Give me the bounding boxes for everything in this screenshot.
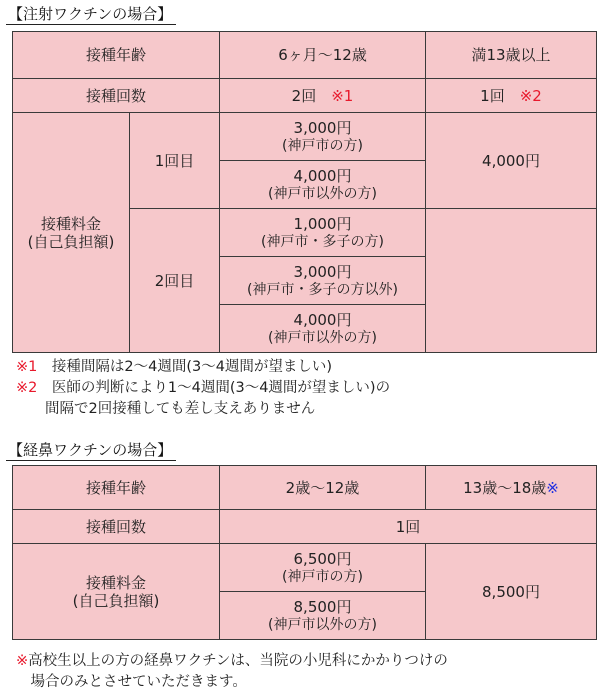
table-row [13,510,597,544]
note-mark: ※ [546,478,559,497]
count-label: 接種回数 [13,79,220,113]
first-dose-label: 1回目 [130,113,220,209]
injection-note-1: ※1 接種間隔は2〜4週間(3〜4週間が望ましい) [16,359,333,375]
count-child: 2回 ※1 [220,79,426,113]
price-cell: 4,000円 (神戸市以外の方) [220,305,426,353]
nasal-count-label: 接種回数 [13,510,220,544]
injection-note-2: ※2 医師の判断により1〜4週間(3〜4週間が望ましい)の [16,380,391,396]
injection-note-3: 間隔で2回接種しても差し支えありません [16,401,316,417]
count-adult: 1回 ※2 [426,79,597,113]
note-mark-2: ※2 [519,86,542,105]
table-row [13,466,597,510]
nasal-table [12,465,597,640]
price-cell: 3,000円 (神戸市の方) [220,113,426,161]
price-cell: 6,500円 (神戸市の方) [220,544,426,592]
table-row [13,113,597,161]
nasal-fee-label: 接種料金 (自己負担額) [13,544,220,640]
price-cell: 3,000円 (神戸市・多子の方以外) [220,257,426,305]
nasal-note-1: ※高校生以上の方の経鼻ワクチンは、当院の小児科にかかりつけの [16,653,448,669]
table-row [13,79,597,113]
empty-cell [426,209,597,353]
nasal-heading: 【経鼻ワクチンの場合】 [6,440,176,461]
injection-heading: 【注射ワクチンの場合】 [6,4,176,25]
table-row [13,544,597,592]
table-row [13,32,597,79]
price-cell: 1,000円 (神戸市・多子の方) [220,209,426,257]
injection-table [12,31,597,353]
price-cell: 4,000円 (神戸市以外の方) [220,161,426,209]
nasal-age-child: 2歳〜12歳 [220,466,426,510]
nasal-count-value: 1回 [220,510,597,544]
nasal-note-2: 場合のみとさせていただきます。 [16,674,247,690]
age-label: 接種年齢 [13,32,220,79]
nasal-older-price: 8,500円 [426,544,597,640]
second-dose-label: 2回目 [130,209,220,353]
nasal-age-older: 13歳〜18歳※ [426,466,597,510]
note-mark-1: ※1 [331,86,354,105]
adult-price: 4,000円 [426,113,597,209]
nasal-age-label: 接種年齢 [13,466,220,510]
age-adult: 満13歳以上 [426,32,597,79]
price-cell: 8,500円 (神戸市以外の方) [220,592,426,640]
fee-label: 接種料金 (自己負担額) [13,113,130,353]
age-child: 6ヶ月〜12歳 [220,32,426,79]
